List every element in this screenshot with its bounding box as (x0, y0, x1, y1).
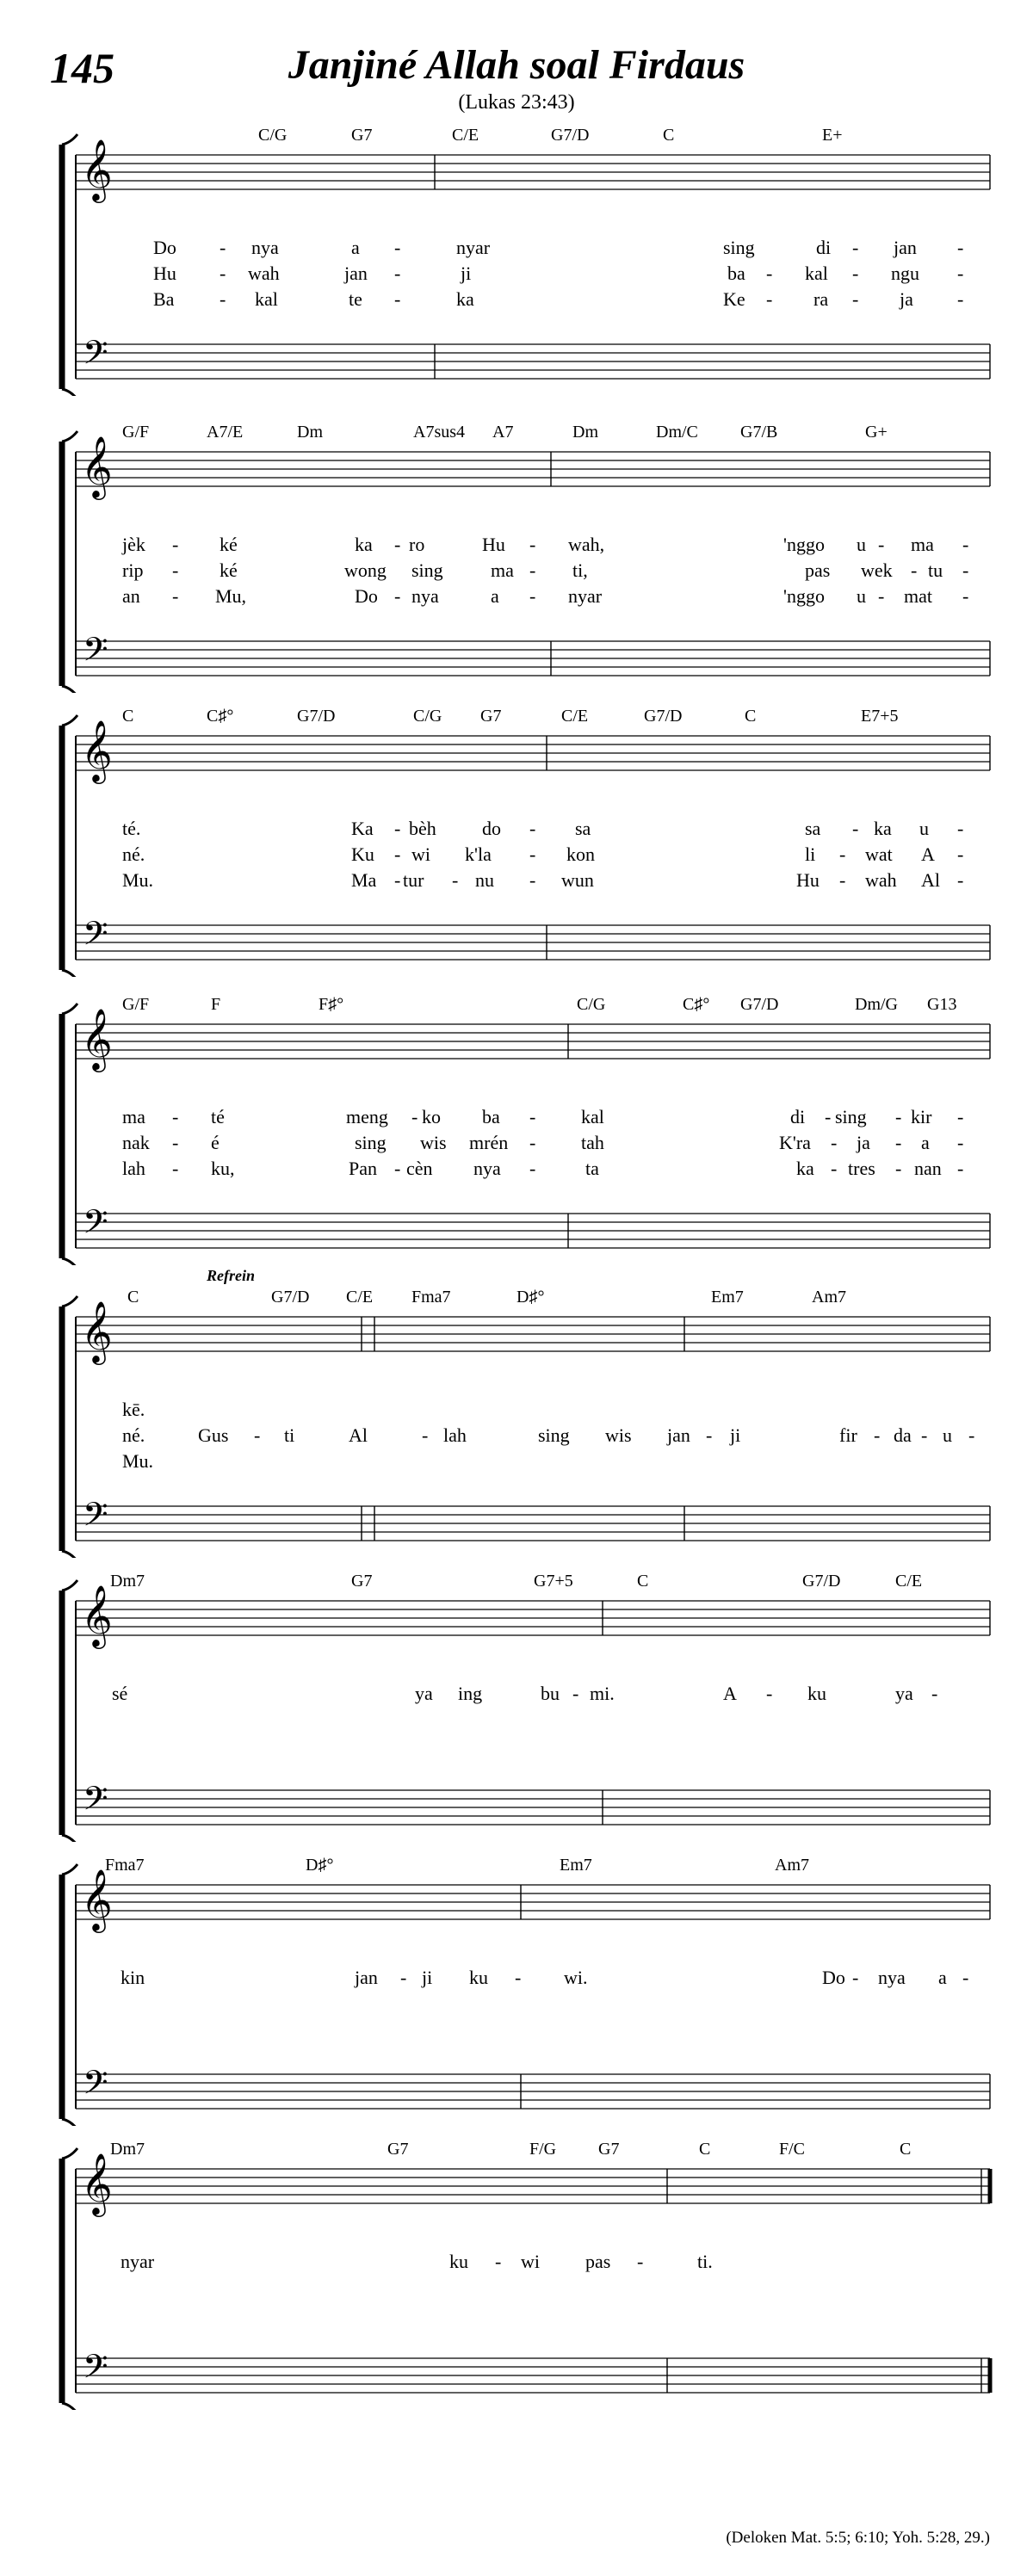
lyric-syllable: ing (458, 1683, 483, 1704)
lyric-syllable: Ba (153, 288, 175, 310)
lyric-syllable: - (839, 843, 846, 865)
score-system (0, 409, 1033, 693)
lyric-syllable: - (895, 1158, 902, 1179)
lyric-syllable: - (394, 818, 401, 839)
chord-symbol: G13 (927, 995, 957, 1014)
treble-clef-icon: 𝄞 (81, 435, 113, 497)
lyric-syllable: ta (585, 1158, 599, 1179)
staff-lines (0, 2126, 1033, 2410)
lyric-syllable: wis (605, 1424, 632, 1446)
chord-symbol: F/G (529, 2140, 557, 2159)
chord-symbol: D♯° (306, 1856, 334, 1875)
lyric-syllable: nyar (568, 585, 603, 607)
lyric-syllable: fir (839, 1424, 857, 1446)
chord-symbol: F (211, 995, 221, 1014)
lyric-syllable: u (857, 534, 866, 555)
lyric-syllable: Al (921, 869, 940, 891)
chord-symbol: Fma7 (411, 1288, 451, 1307)
lyric-syllable: mat (904, 585, 932, 607)
lyric-syllable: sing (723, 237, 755, 258)
lyric-syllable: - (766, 288, 773, 310)
lyric-syllable: bu (541, 1683, 560, 1704)
lyric-syllable: A (921, 843, 935, 865)
lyric-syllable: ku, (211, 1158, 235, 1179)
lyric-syllable: wi (411, 843, 430, 865)
lyric-syllable: kal (805, 263, 828, 284)
chord-symbol: C/E (895, 1572, 923, 1591)
lyric-syllable: - (766, 1683, 773, 1704)
lyric-syllable: wong (344, 559, 387, 581)
chord-symbol: G7/D (551, 126, 590, 145)
lyric-syllable: - (394, 288, 401, 310)
lyric-syllable: - (706, 1424, 713, 1446)
lyric-syllable: ngu (891, 263, 919, 284)
lyric-syllable: - (962, 585, 969, 607)
lyric-syllable: - (529, 585, 536, 607)
lyric-syllable: nya (473, 1158, 501, 1179)
lyric-syllable: - (957, 288, 964, 310)
chord-symbol: D♯° (516, 1288, 545, 1307)
lyric-syllable: ku (807, 1683, 826, 1704)
chord-symbol: C/E (346, 1288, 374, 1307)
lyric-syllable: nya (878, 1967, 906, 1988)
lyric-syllable: né. (122, 843, 145, 865)
lyric-syllable: - (637, 2251, 644, 2272)
lyric-syllable: Do (355, 585, 378, 607)
lyric-syllable: Gus (198, 1424, 229, 1446)
lyric-syllable: - (911, 559, 918, 581)
chord-symbol: C/G (577, 995, 606, 1014)
lyric-syllable: nyar (456, 237, 491, 258)
score-system (0, 981, 1033, 1265)
chord-symbol: C/G (258, 126, 288, 145)
staff-lines (0, 981, 1033, 1265)
lyric-syllable: Pan (349, 1158, 377, 1179)
chord-symbol: Fma7 (105, 1856, 145, 1875)
lyric-syllable: - (172, 1158, 179, 1179)
lyric-syllable: te (349, 288, 362, 310)
lyric-syllable: wah (865, 869, 897, 891)
footnote-references: (Deloken Mat. 5:5; 6:10; Yoh. 5:28, 29.) (726, 2529, 990, 2547)
lyric-syllable: - (962, 1967, 969, 1988)
lyric-syllable: di (790, 1106, 806, 1127)
lyric-syllable: sing (835, 1106, 867, 1127)
chord-symbol: C (122, 707, 134, 726)
lyric-syllable: - (411, 1106, 418, 1127)
bass-clef-icon: 𝄢 (83, 914, 108, 961)
bass-clef-icon: 𝄢 (83, 2063, 108, 2110)
lyric-syllable: pas (585, 2251, 611, 2272)
lyric-syllable: a (351, 237, 360, 258)
lyric-syllable: ra (813, 288, 829, 310)
lyric-syllable: - (957, 263, 964, 284)
lyric-syllable: Hu (482, 534, 505, 555)
lyric-syllable: Ku (351, 843, 374, 865)
lyric-syllable: - (220, 237, 226, 258)
chord-symbol: F/C (779, 2140, 806, 2159)
lyric-syllable: té (211, 1106, 225, 1127)
lyric-syllable: di (816, 237, 832, 258)
lyric-syllable: - (931, 1683, 938, 1704)
chord-symbol: G7/D (297, 707, 336, 726)
lyric-syllable: - (394, 585, 401, 607)
lyric-syllable: ya (895, 1683, 913, 1704)
treble-clef-icon: 𝄞 (81, 1868, 113, 1930)
lyric-syllable: - (839, 869, 846, 891)
lyric-syllable: ka (796, 1158, 814, 1179)
lyric-syllable: Do (822, 1967, 845, 1988)
chord-symbol: C (663, 126, 675, 145)
treble-clef-icon: 𝄞 (81, 1584, 113, 1646)
lyric-syllable: bèh (409, 818, 436, 839)
chord-symbol: G7/D (802, 1572, 841, 1591)
lyric-syllable: - (957, 237, 964, 258)
lyric-syllable: Mu. (122, 869, 154, 891)
chord-symbol: A7sus4 (413, 423, 466, 442)
lyric-syllable: nan (914, 1158, 942, 1179)
chord-symbol: C/E (561, 707, 589, 726)
chord-symbol: Dm/G (855, 995, 898, 1014)
lyric-syllable: wah (248, 263, 280, 284)
lyric-syllable: - (831, 1132, 838, 1153)
chord-symbol: A7 (492, 423, 514, 442)
lyric-syllable: - (957, 1158, 964, 1179)
staff-lines (0, 1558, 1033, 1842)
lyric-syllable: - (515, 1967, 522, 1988)
lyric-syllable: - (422, 1424, 429, 1446)
chord-symbol: E7+5 (861, 707, 899, 726)
chord-symbol: Dm (572, 423, 598, 442)
chord-symbol: G7/D (271, 1288, 310, 1307)
treble-clef-icon: 𝄞 (81, 138, 113, 201)
lyric-syllable: - (852, 818, 859, 839)
lyric-syllable: jan (894, 237, 917, 258)
lyric-syllable: jèk (122, 534, 145, 555)
lyric-syllable: - (495, 2251, 502, 2272)
lyric-syllable: Al (349, 1424, 368, 1446)
lyric-syllable: - (529, 1158, 536, 1179)
lyric-syllable: - (452, 869, 459, 891)
lyric-syllable: k'la (465, 843, 492, 865)
lyric-syllable: - (529, 1106, 536, 1127)
lyric-syllable: pas (805, 559, 831, 581)
lyric-syllable: - (921, 1424, 928, 1446)
lyric-syllable: ja (900, 288, 913, 310)
lyric-syllable: ma (122, 1106, 145, 1127)
lyric-syllable: - (172, 1106, 179, 1127)
lyric-syllable: u (857, 585, 866, 607)
lyric-syllable: - (852, 237, 859, 258)
lyric-syllable: ji (422, 1967, 433, 1988)
refrain-label: Refrein (207, 1267, 255, 1284)
lyric-syllable: sé (112, 1683, 128, 1704)
lyric-syllable: té. (122, 818, 141, 839)
treble-clef-icon: 𝄞 (81, 1007, 113, 1070)
chord-symbol: G7 (351, 1572, 373, 1591)
hymn-title: Janjiné Allah soal Firdaus (288, 42, 745, 88)
chord-symbol: C (637, 1572, 649, 1591)
lyric-syllable: - (852, 288, 859, 310)
bass-clef-icon: 𝄢 (83, 2347, 108, 2394)
lyric-syllable: wek (861, 559, 893, 581)
lyric-syllable: ku (449, 2251, 468, 2272)
lyric-syllable: - (529, 534, 536, 555)
chord-symbol: F♯° (319, 995, 344, 1014)
scripture-reference: (Lukas 23:43) (458, 91, 575, 114)
lyric-syllable: lah (122, 1158, 145, 1179)
lyric-syllable: lah (443, 1424, 467, 1446)
lyric-syllable: - (895, 1132, 902, 1153)
chord-symbol: C (900, 2140, 912, 2159)
lyric-syllable: - (529, 1132, 536, 1153)
chord-symbol: C/E (452, 126, 479, 145)
chord-symbol: Dm7 (110, 1572, 145, 1591)
lyric-syllable: - (895, 1106, 902, 1127)
lyric-syllable: - (962, 534, 969, 555)
chord-symbol: C/G (413, 707, 442, 726)
lyric-syllable: wat (865, 843, 893, 865)
chord-symbol: C♯° (207, 707, 234, 726)
lyric-syllable: ji (730, 1424, 741, 1446)
lyric-syllable: jan (344, 263, 368, 284)
chord-symbol: C♯° (683, 995, 710, 1014)
lyric-syllable: - (529, 818, 536, 839)
chord-symbol: G7 (387, 2140, 409, 2159)
lyric-syllable: 'nggo (783, 585, 825, 607)
lyric-syllable: - (172, 534, 179, 555)
chord-symbol: Dm7 (110, 2140, 145, 2159)
lyric-syllable: wis (420, 1132, 447, 1153)
lyric-syllable: ro (409, 534, 425, 555)
score-system (0, 693, 1033, 977)
lyric-syllable: - (220, 288, 226, 310)
lyric-syllable: - (968, 1424, 975, 1446)
lyric-syllable: - (394, 1158, 401, 1179)
chord-symbol: G7/B (740, 423, 778, 442)
bass-clef-icon: 𝄢 (83, 1202, 108, 1249)
lyric-syllable: - (220, 263, 226, 284)
lyric-syllable: do (482, 818, 501, 839)
lyric-syllable: ma (911, 534, 934, 555)
lyric-syllable: - (172, 559, 179, 581)
lyric-syllable: ti. (697, 2251, 713, 2272)
score-system (0, 1267, 1033, 1558)
lyric-syllable: - (394, 263, 401, 284)
chord-symbol: Dm (297, 423, 323, 442)
chord-symbol: G7/D (644, 707, 683, 726)
lyric-syllable: ku (469, 1967, 488, 1988)
lyric-syllable: ba (727, 263, 745, 284)
lyric-syllable: - (957, 1106, 964, 1127)
bass-clef-icon: 𝄢 (83, 630, 108, 676)
lyric-syllable: 'nggo (783, 534, 825, 555)
lyric-syllable: meng (346, 1106, 388, 1127)
lyric-syllable: - (852, 263, 859, 284)
lyric-syllable: nu (475, 869, 494, 891)
lyric-syllable: nya (411, 585, 439, 607)
lyric-syllable: - (572, 1683, 579, 1704)
lyric-syllable: - (254, 1424, 261, 1446)
lyric-syllable: ba (482, 1106, 500, 1127)
treble-clef-icon: 𝄞 (81, 1300, 113, 1362)
lyric-syllable: - (529, 869, 536, 891)
lyric-syllable: - (831, 1158, 838, 1179)
lyric-syllable: ja (857, 1132, 870, 1153)
lyric-syllable: a (938, 1967, 947, 1988)
score-system (0, 2126, 1033, 2410)
lyric-syllable: K'ra (779, 1132, 811, 1153)
lyric-syllable: tah (581, 1132, 604, 1153)
lyric-syllable: da (894, 1424, 912, 1446)
hymn-number: 145 (50, 44, 114, 92)
score-system (0, 1558, 1033, 1842)
lyric-syllable: a (491, 585, 499, 607)
lyric-syllable: ka (355, 534, 373, 555)
lyric-syllable: - (957, 818, 964, 839)
lyric-syllable: - (394, 869, 401, 891)
lyric-syllable: sa (575, 818, 591, 839)
lyric-syllable: ka (456, 288, 474, 310)
lyric-syllable: Hu (153, 263, 176, 284)
score-system (0, 112, 1033, 396)
lyric-syllable: ya (415, 1683, 433, 1704)
lyric-syllable: - (394, 237, 401, 258)
lyric-syllable: nak (122, 1132, 150, 1153)
lyric-syllable: - (825, 1106, 832, 1127)
chord-symbol: G+ (865, 423, 888, 442)
lyric-syllable: - (172, 1132, 179, 1153)
lyric-syllable: wi. (564, 1967, 588, 1988)
lyric-syllable: Mu, (215, 585, 247, 607)
lyric-syllable: Hu (796, 869, 820, 891)
lyric-syllable: ji (461, 263, 472, 284)
lyric-syllable: - (852, 1967, 859, 1988)
lyric-syllable: wi (521, 2251, 540, 2272)
lyric-syllable: nyar (121, 2251, 155, 2272)
lyric-syllable: A (723, 1683, 737, 1704)
chord-symbol: C (127, 1288, 139, 1307)
lyric-syllable: ko (422, 1106, 441, 1127)
lyric-syllable: - (878, 585, 885, 607)
lyric-syllable: - (400, 1967, 407, 1988)
lyric-syllable: tres (848, 1158, 875, 1179)
chord-symbol: Em7 (560, 1856, 592, 1875)
lyric-syllable: nya (251, 237, 279, 258)
lyric-syllable: sa (805, 818, 821, 839)
chord-symbol: C (699, 2140, 711, 2159)
lyric-syllable: jan (667, 1424, 690, 1446)
lyric-syllable: kal (581, 1106, 604, 1127)
lyric-syllable: ma (491, 559, 514, 581)
lyric-syllable: tu (928, 559, 943, 581)
chord-symbol: G7 (351, 126, 373, 145)
lyric-syllable: mrén (469, 1132, 509, 1153)
lyric-syllable: Mu. (122, 1450, 154, 1472)
bass-clef-icon: 𝄢 (83, 1779, 108, 1825)
lyric-syllable: ti, (572, 559, 588, 581)
lyric-syllable: sing (538, 1424, 570, 1446)
lyric-syllable: Do (153, 237, 176, 258)
lyric-syllable: sing (355, 1132, 387, 1153)
lyric-syllable: ké (220, 559, 238, 581)
lyric-syllable: sing (411, 559, 443, 581)
lyric-syllable: u (943, 1424, 952, 1446)
lyric-syllable: - (394, 534, 401, 555)
lyric-syllable: - (957, 869, 964, 891)
lyric-syllable: Ke (723, 288, 745, 310)
lyric-syllable: kin (121, 1967, 145, 1988)
lyric-syllable: an (122, 585, 140, 607)
treble-clef-icon: 𝄞 (81, 719, 113, 781)
lyric-syllable: mi. (590, 1683, 615, 1704)
chord-symbol: G7+5 (534, 1572, 573, 1591)
lyric-syllable: kon (566, 843, 595, 865)
lyric-syllable: ti (284, 1424, 295, 1446)
lyric-syllable: ka (874, 818, 892, 839)
lyric-syllable: ké (220, 534, 238, 555)
lyric-syllable: - (957, 843, 964, 865)
chord-symbol: Am7 (812, 1288, 846, 1307)
lyric-syllable: a (921, 1132, 930, 1153)
lyric-syllable: jan (355, 1967, 378, 1988)
lyric-syllable: - (394, 843, 401, 865)
bass-clef-icon: 𝄢 (83, 1495, 108, 1541)
chord-symbol: G7 (480, 707, 502, 726)
chord-symbol: Em7 (711, 1288, 744, 1307)
lyric-syllable: - (529, 843, 536, 865)
lyric-syllable: - (878, 534, 885, 555)
staff-lines (0, 1274, 1033, 1558)
lyric-syllable: é (211, 1132, 220, 1153)
chord-symbol: G7/D (740, 995, 779, 1014)
lyric-syllable: wun (561, 869, 594, 891)
lyric-syllable: kir (911, 1106, 932, 1127)
lyric-syllable: - (172, 585, 179, 607)
lyric-syllable: wah, (568, 534, 605, 555)
chord-symbol: G7 (598, 2140, 620, 2159)
chord-symbol: G/F (122, 423, 150, 442)
lyric-syllable: tur (403, 869, 424, 891)
lyric-syllable: li (805, 843, 816, 865)
lyric-syllable: - (874, 1424, 881, 1446)
lyric-syllable: né. (122, 1424, 145, 1446)
chord-symbol: Dm/C (656, 423, 698, 442)
lyric-syllable: - (962, 559, 969, 581)
lyric-syllable: cèn (406, 1158, 433, 1179)
chord-symbol: G/F (122, 995, 150, 1014)
chord-symbol: Am7 (775, 1856, 809, 1875)
lyric-syllable: rip (122, 559, 144, 581)
lyric-syllable: kal (255, 288, 278, 310)
bass-clef-icon: 𝄢 (83, 333, 108, 380)
score-system (0, 1842, 1033, 2126)
lyric-syllable: - (766, 263, 773, 284)
lyric-syllable: Ka (351, 818, 374, 839)
treble-clef-icon: 𝄞 (81, 2152, 113, 2215)
lyric-syllable: u (919, 818, 929, 839)
lyric-syllable: - (529, 559, 536, 581)
chord-symbol: E+ (822, 126, 843, 145)
lyric-syllable: Ma (351, 869, 377, 891)
lyric-syllable: kē. (122, 1399, 145, 1420)
chord-symbol: C (745, 707, 757, 726)
lyric-syllable: - (957, 1132, 964, 1153)
chord-symbol: A7/E (207, 423, 244, 442)
